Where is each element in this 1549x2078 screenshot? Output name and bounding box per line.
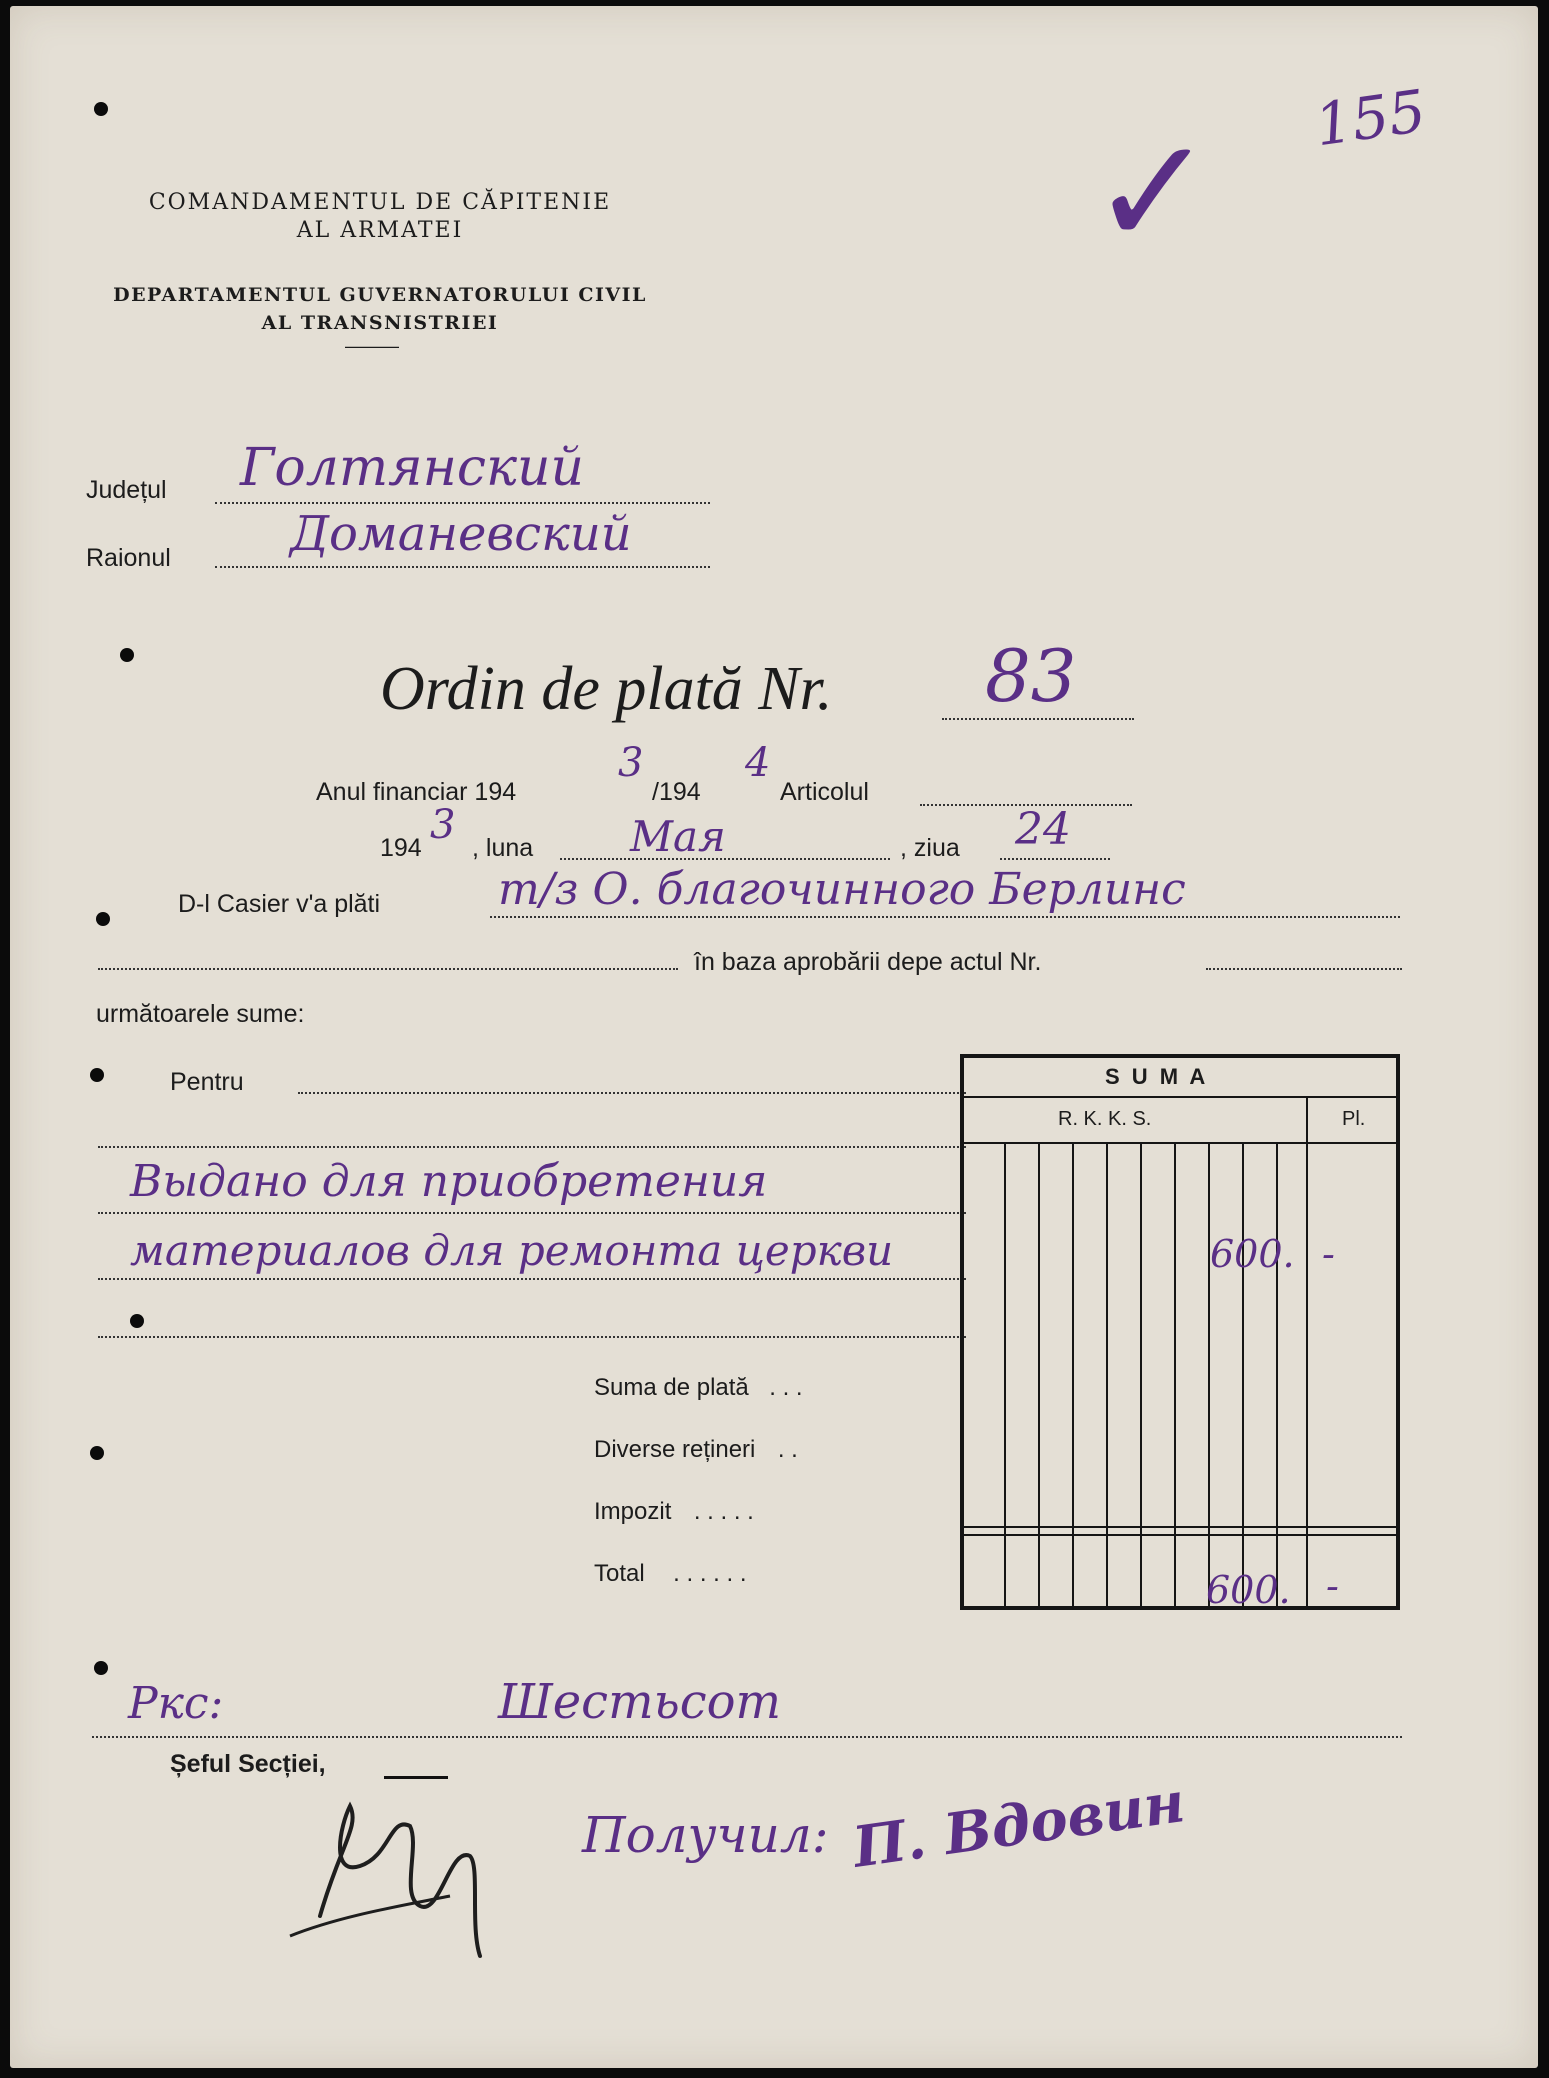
suma-sub-right: Pl. [1342, 1108, 1366, 1130]
luna-value: Мая [630, 812, 726, 861]
luna-label: , luna [472, 834, 534, 862]
order-title: Ordin de plată Nr. [380, 655, 833, 723]
summary-suma-de-plata: Suma de plată . . . [594, 1374, 803, 1401]
summary-impozit: Impozit . . . . . [594, 1498, 754, 1525]
folio-number: 155 [1310, 76, 1430, 160]
anul-year-1: 3 [618, 740, 644, 786]
suma-row-suffix: - [1322, 1232, 1335, 1276]
signature-left [280, 1786, 520, 1986]
header-line-1: COMANDAMENTUL DE CĂPITENIE [148, 190, 612, 215]
document-paper [10, 6, 1538, 2068]
check-mark: ✓ [1090, 106, 1216, 280]
casier-value: т/з О. благочинного Берлинс [498, 864, 1186, 915]
date-year: 3 [430, 802, 456, 848]
sef-underline [384, 1776, 448, 1779]
received-label: Получил: [582, 1806, 829, 1864]
header-dash: ——— [345, 336, 399, 356]
pentru-line-2: материалов для ремонта церкви [130, 1226, 894, 1275]
judet-value: Голтянский [240, 438, 584, 498]
articol-label: Articolul [780, 778, 869, 806]
punch-hole [94, 1661, 108, 1675]
suma-header: S U M A [1105, 1064, 1209, 1089]
anul-label: Anul financiar 194 [316, 778, 517, 806]
punch-hole [120, 648, 134, 662]
date-prefix: 194 [380, 834, 422, 862]
punch-hole [130, 1314, 144, 1328]
summary-diverse-retineri: Diverse rețineri . . [594, 1436, 798, 1463]
suma-sub-left: R. K. K. S. [1058, 1108, 1152, 1130]
pentru-line-1: Выдано для приобретения [130, 1156, 768, 1207]
baza-label: în baza aprobării depe actul Nr. [694, 948, 1042, 976]
punch-hole [96, 912, 110, 926]
header-line-2: AL ARMATEI [296, 218, 464, 243]
punch-hole [94, 102, 108, 116]
rkks-value: Шестьсот [498, 1674, 782, 1730]
header-line-4: AL TRANSNISTRIEI [261, 312, 499, 334]
raion-value: Доманевский [290, 506, 632, 562]
signature-right: П. Вдовин [849, 1769, 1189, 1881]
suma-row-amount: 600. [1210, 1232, 1295, 1276]
punch-hole [90, 1068, 104, 1082]
rkks-label: Ркс: [128, 1678, 224, 1729]
ziua-value: 24 [1015, 804, 1071, 855]
punch-hole [90, 1446, 104, 1460]
summary-total: Total . . . . . . [594, 1560, 747, 1587]
header-line-3: DEPARTAMENTUL GUVERNATORULUI CIVIL [113, 284, 647, 306]
urmatoarele-label: următoarele sume: [96, 1000, 305, 1028]
raion-label: Raionul [86, 544, 171, 572]
suma-total-suffix: - [1326, 1564, 1339, 1608]
anul-year-2: 4 [745, 740, 771, 786]
sef-label: Șeful Secției, [170, 1750, 326, 1778]
judet-label: Județul [86, 476, 167, 504]
suma-total-amount: 600. [1206, 1568, 1291, 1612]
order-number: 83 [985, 634, 1077, 718]
casier-label: D-l Casier v'a plăti [178, 890, 381, 918]
ziua-label: , ziua [900, 834, 960, 862]
pentru-label: Pentru [170, 1068, 244, 1096]
anul-separator: /194 [652, 778, 701, 806]
